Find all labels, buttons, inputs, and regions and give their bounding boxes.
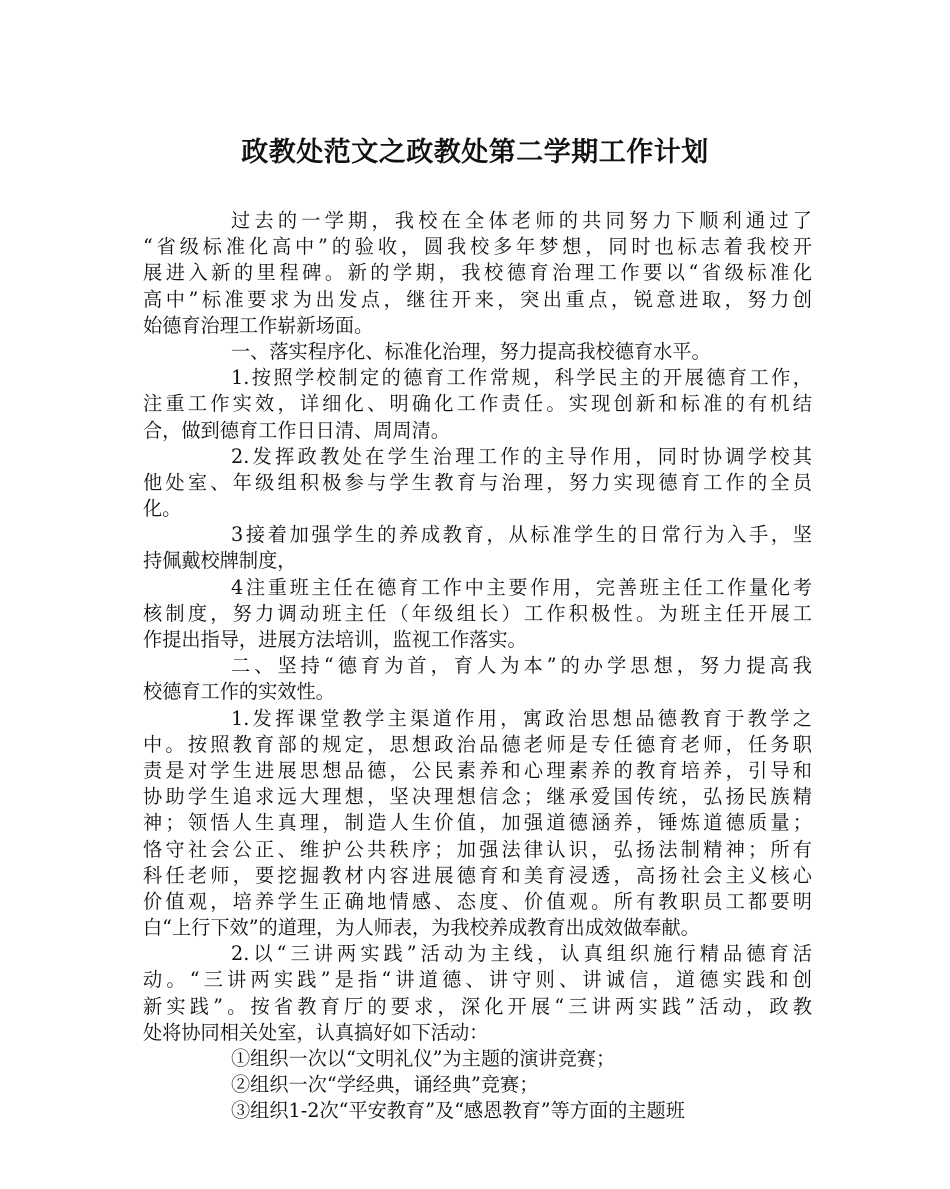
paragraph-line: 处将协同相关处室，认真搞好如下活动： (143, 1020, 489, 1044)
paragraph-line: 神；领悟人生真理，制造人生价值，加强道德涵养，锤炼道德质量； (143, 811, 812, 835)
paragraph-line: 化。 (143, 497, 182, 521)
paragraph-line: 4注重班主任在德育工作中主要作用，完善班主任工作量化考 (231, 575, 812, 599)
paragraph-line: 科任老师，要挖掘教材内容进展德育和美育浸透，高扬社会主义核心 (143, 863, 812, 887)
paragraph-line: 白“上行下效”的道理，为人师表，为我校养成教育出成效做奉献。 (143, 916, 700, 940)
paragraph-line: 协助学生追求远大理想，坚决理想信念；继承爱国传统，弘扬民族精 (143, 785, 812, 809)
paragraph-line: 校德育工作的实效性。 (143, 680, 335, 704)
paragraph-line: ①组织一次以“文明礼仪”为主题的演讲竞赛； (231, 1047, 616, 1070)
paragraph-line: 中。按照教育部的规定，思想政治品德老师是专任德育老师，任务职 (143, 732, 812, 756)
paragraph-line: 1.发挥课堂教学主渠道作用，寓政治思想品德教育于教学之 (231, 706, 812, 730)
paragraph-line: ③组织1-2次“平安教育”及“感恩教育”等方面的主题班 (231, 1099, 685, 1123)
paragraph-line: 责是对学生进展思想品德，公民素养和心理素养的教育培养，引导和 (143, 758, 812, 782)
paragraph-line: 注重工作实效，详细化、明确化工作责任。实现创新和标准的有机结 (143, 392, 812, 416)
paragraph-line: 动。“三讲两实践”是指“讲道德、讲守则、讲诚信，道德实践和创 (143, 968, 812, 992)
paragraph-line: “省级标准化高中”的验收，圆我校多年梦想，同时也标志着我校开 (143, 235, 812, 259)
paragraph-line: 二、坚持“德育为首，育人为本”的办学思想，努力提高我 (231, 654, 812, 678)
document-title: 政教处范文之政教处第二学期工作计划 (241, 137, 709, 168)
paragraph-line: 高中”标准要求为出发点，继往开来，突出重点，锐意进取，努力创 (143, 287, 812, 311)
paragraph-line: 2.以“三讲两实践”活动为主线，认真组织施行精品德育活 (231, 942, 812, 966)
paragraph-line: 展进入新的里程碑。新的学期，我校德育治理工作要以“省级标准化 (143, 261, 812, 285)
paragraph-line: 作提出指导，进展方法培训，监视工作落实。 (143, 628, 527, 651)
paragraph-line: 核制度，努力调动班主任（年级组长）工作积极性。为班主任开展工 (143, 601, 812, 625)
paragraph-line: 始德育治理工作崭新场面。 (143, 313, 374, 337)
paragraph-line: 价值观，培养学生正确地情感、态度、价值观。所有教职员工都要明 (143, 889, 812, 913)
paragraph-line: 新实践”。按省教育厅的要求，深化开展“三讲两实践”活动，政教 (143, 994, 812, 1018)
paragraph-line: 持佩戴校牌制度， (143, 549, 297, 573)
paragraph-line: 3接着加强学生的养成教育，从标准学生的日常行为入手，坚 (231, 523, 812, 547)
paragraph-line: 他处室、年级组积极参与学生教育与治理，努力实现德育工作的全员 (143, 470, 812, 494)
paragraph-line: 合，做到德育工作日日清、周周清。 (143, 418, 450, 442)
paragraph-line: 过去的一学期，我校在全体老师的共同努力下顺利通过了 (231, 209, 812, 232)
paragraph-line: 2.发挥政教处在学生治理工作的主导作用，同时协调学校其 (231, 444, 812, 468)
paragraph-line: ②组织一次“学经典，诵经典”竞赛； (231, 1073, 539, 1097)
paragraph-line: 1.按照学校制定的德育工作常规，科学民主的开展德育工作， (231, 366, 812, 390)
document-body (143, 208, 812, 1125)
paragraph-line: 恪守社会公正、维护公共秩序；加强法律认识，弘扬法制精神；所有 (143, 837, 812, 861)
paragraph-line: 一、落实程序化、标准化治理，努力提高我校德育水平。 (231, 339, 711, 363)
